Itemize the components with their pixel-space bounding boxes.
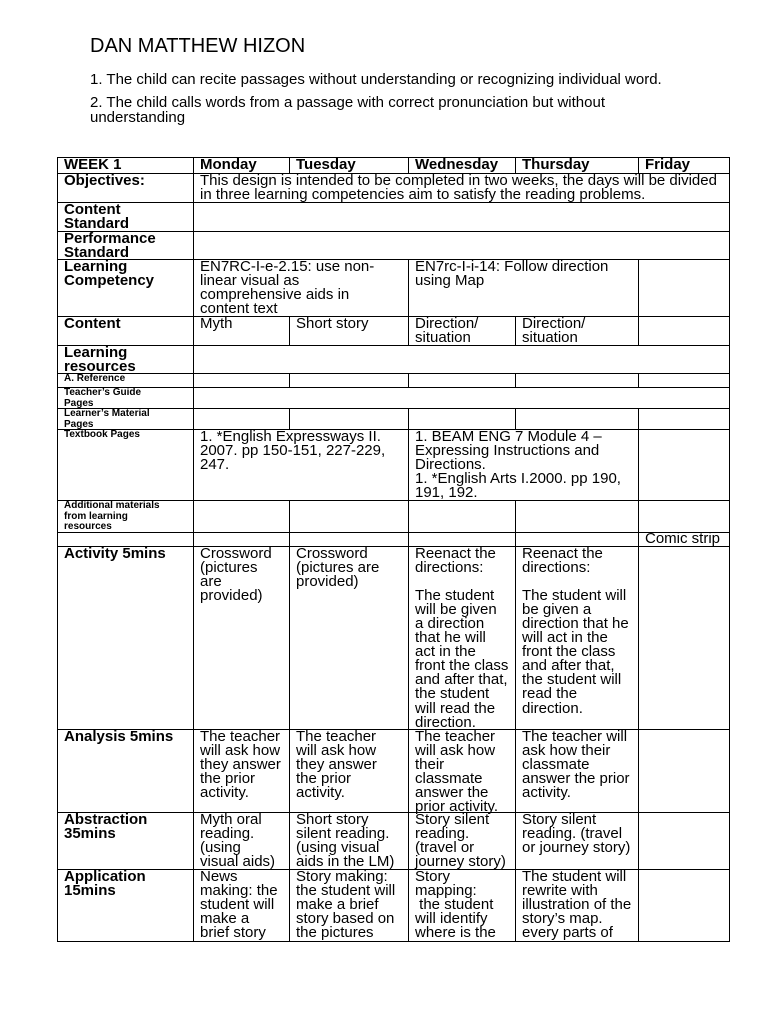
abstraction-wednesday: Story silent reading. (travel or journey story)	[409, 813, 516, 870]
learners-material-thursday	[516, 409, 639, 430]
author-name: DAN MATTHEW HIZON	[90, 35, 306, 57]
problem-statement-1: 1. The child can recite passages without understanding or recognizing individual word.	[90, 71, 662, 88]
day-header-monday: Monday	[194, 158, 290, 174]
content-friday	[639, 317, 730, 346]
textbook-label: Textbook Pages	[58, 430, 194, 501]
teachers-guide-label: Teacher’s Guide Pages	[58, 388, 194, 409]
objectives-label: Objectives:	[58, 174, 194, 203]
teachers-guide-value	[194, 388, 730, 409]
learning-resources-label: Learning resources	[58, 346, 194, 374]
content-standard-label: Content Standard	[58, 203, 194, 232]
content-tuesday: Short story	[290, 317, 409, 346]
lesson-plan-table	[57, 157, 730, 942]
abstraction-monday: Myth oral reading. (using visual aids)	[194, 813, 290, 870]
learners-material-wednesday	[409, 409, 516, 430]
analysis-friday	[639, 730, 730, 813]
additional-materials-wednesday	[409, 501, 516, 533]
learning-competency-wed-thu: EN7rc-I-i-14: Follow direction using Map	[409, 260, 639, 317]
additional-materials-friday	[639, 501, 730, 533]
activity-wednesday: Reenact the directions: The student will be given a direction that he will act in the front the class and after that, the student will read the direction.	[409, 547, 516, 730]
learners-material-tuesday	[290, 409, 409, 430]
learners-material-friday	[639, 409, 730, 430]
content-monday: Myth	[194, 317, 290, 346]
week-label: WEEK 1	[58, 158, 194, 174]
textbook-friday	[639, 430, 730, 501]
activity-tuesday: Crossword (pictures are provided)	[290, 547, 409, 730]
application-thursday: The student will rewrite with illustration of the story’s map. every parts of	[516, 870, 639, 942]
content-thursday: Direction/ situation	[516, 317, 639, 346]
content-standard-value	[194, 203, 730, 232]
analysis-wednesday: The teacher will ask how their classmate answer the prior activity.	[409, 730, 516, 813]
day-header-friday: Friday	[639, 158, 730, 174]
reference-thursday	[516, 374, 639, 388]
abstraction-label: Abstraction 35mins	[58, 813, 194, 870]
application-monday: News making: the student will make a brief story	[194, 870, 290, 942]
application-label: Application 15mins	[58, 870, 194, 942]
learning-competency-mon-tue: EN7RC-I-e-2.15: use non-linear visual as comprehensive aids in content text	[194, 260, 409, 317]
day-header-tuesday: Tuesday	[290, 158, 409, 174]
learning-competency-label: Learning Competency	[58, 260, 194, 317]
abstraction-thursday: Story silent reading. (travel or journey story)	[516, 813, 639, 870]
activity-monday: Crossword (pictures are provided)	[194, 547, 290, 730]
additional-materials-label: Additional materials from learning resources	[58, 501, 194, 533]
problem-statement-2: 2. The child calls words from a passage with correct pronunciation but without understanding	[90, 94, 605, 126]
learning-competency-friday	[639, 260, 730, 317]
reference-wednesday	[409, 374, 516, 388]
performance-standard-value	[194, 232, 730, 260]
textbook-wed-thu: 1. BEAM ENG 7 Module 4 – Expressing Instructions and Directions. 1. *English Arts I.2000. pp 190, 191, 192.	[409, 430, 639, 501]
textbook-mon-tue: 1. *English Expressways II. 2007. pp 150-151, 227-229, 247.	[194, 430, 409, 501]
activity-label: Activity 5mins	[58, 547, 194, 730]
abstraction-tuesday: Short story silent reading. (using visual aids in the LM)	[290, 813, 409, 870]
activity-friday	[639, 547, 730, 730]
learners-material-monday	[194, 409, 290, 430]
reference-tuesday	[290, 374, 409, 388]
analysis-label: Analysis 5mins	[58, 730, 194, 813]
content-wednesday: Direction/ situation	[409, 317, 516, 346]
activity-thursday: Reenact the directions: The student will be given a direction that he will act in the front the class and after that, the student will read the direction.	[516, 547, 639, 730]
additional-materials-monday	[194, 501, 290, 533]
comic-strip-cell: Comic strip	[639, 533, 730, 547]
additional-materials-tuesday	[290, 501, 409, 533]
content-label: Content	[58, 317, 194, 346]
reference-monday	[194, 374, 290, 388]
reference-friday	[639, 374, 730, 388]
performance-standard-label: Performance Standard	[58, 232, 194, 260]
day-header-wednesday: Wednesday	[409, 158, 516, 174]
application-friday	[639, 870, 730, 942]
learners-material-label: Learner’s Material Pages	[58, 409, 194, 430]
analysis-tuesday: The teacher will ask how they answer the prior activity.	[290, 730, 409, 813]
application-tuesday: Story making: the student will make a brief story based on the pictures	[290, 870, 409, 942]
abstraction-friday	[639, 813, 730, 870]
additional-materials-thursday	[516, 501, 639, 533]
reference-label: A. Reference	[58, 374, 194, 388]
application-wednesday: Story mapping: the student will identify where is the	[409, 870, 516, 942]
objectives-text: This design is intended to be completed in two weeks, the days will be divided in three learning competencies aim to satisfy the reading problems.	[194, 174, 730, 203]
analysis-monday: The teacher will ask how they answer the prior activity.	[194, 730, 290, 813]
learning-resources-value	[194, 346, 730, 374]
day-header-thursday: Thursday	[516, 158, 639, 174]
analysis-thursday: The teacher will ask how their classmate answer the prior activity.	[516, 730, 639, 813]
